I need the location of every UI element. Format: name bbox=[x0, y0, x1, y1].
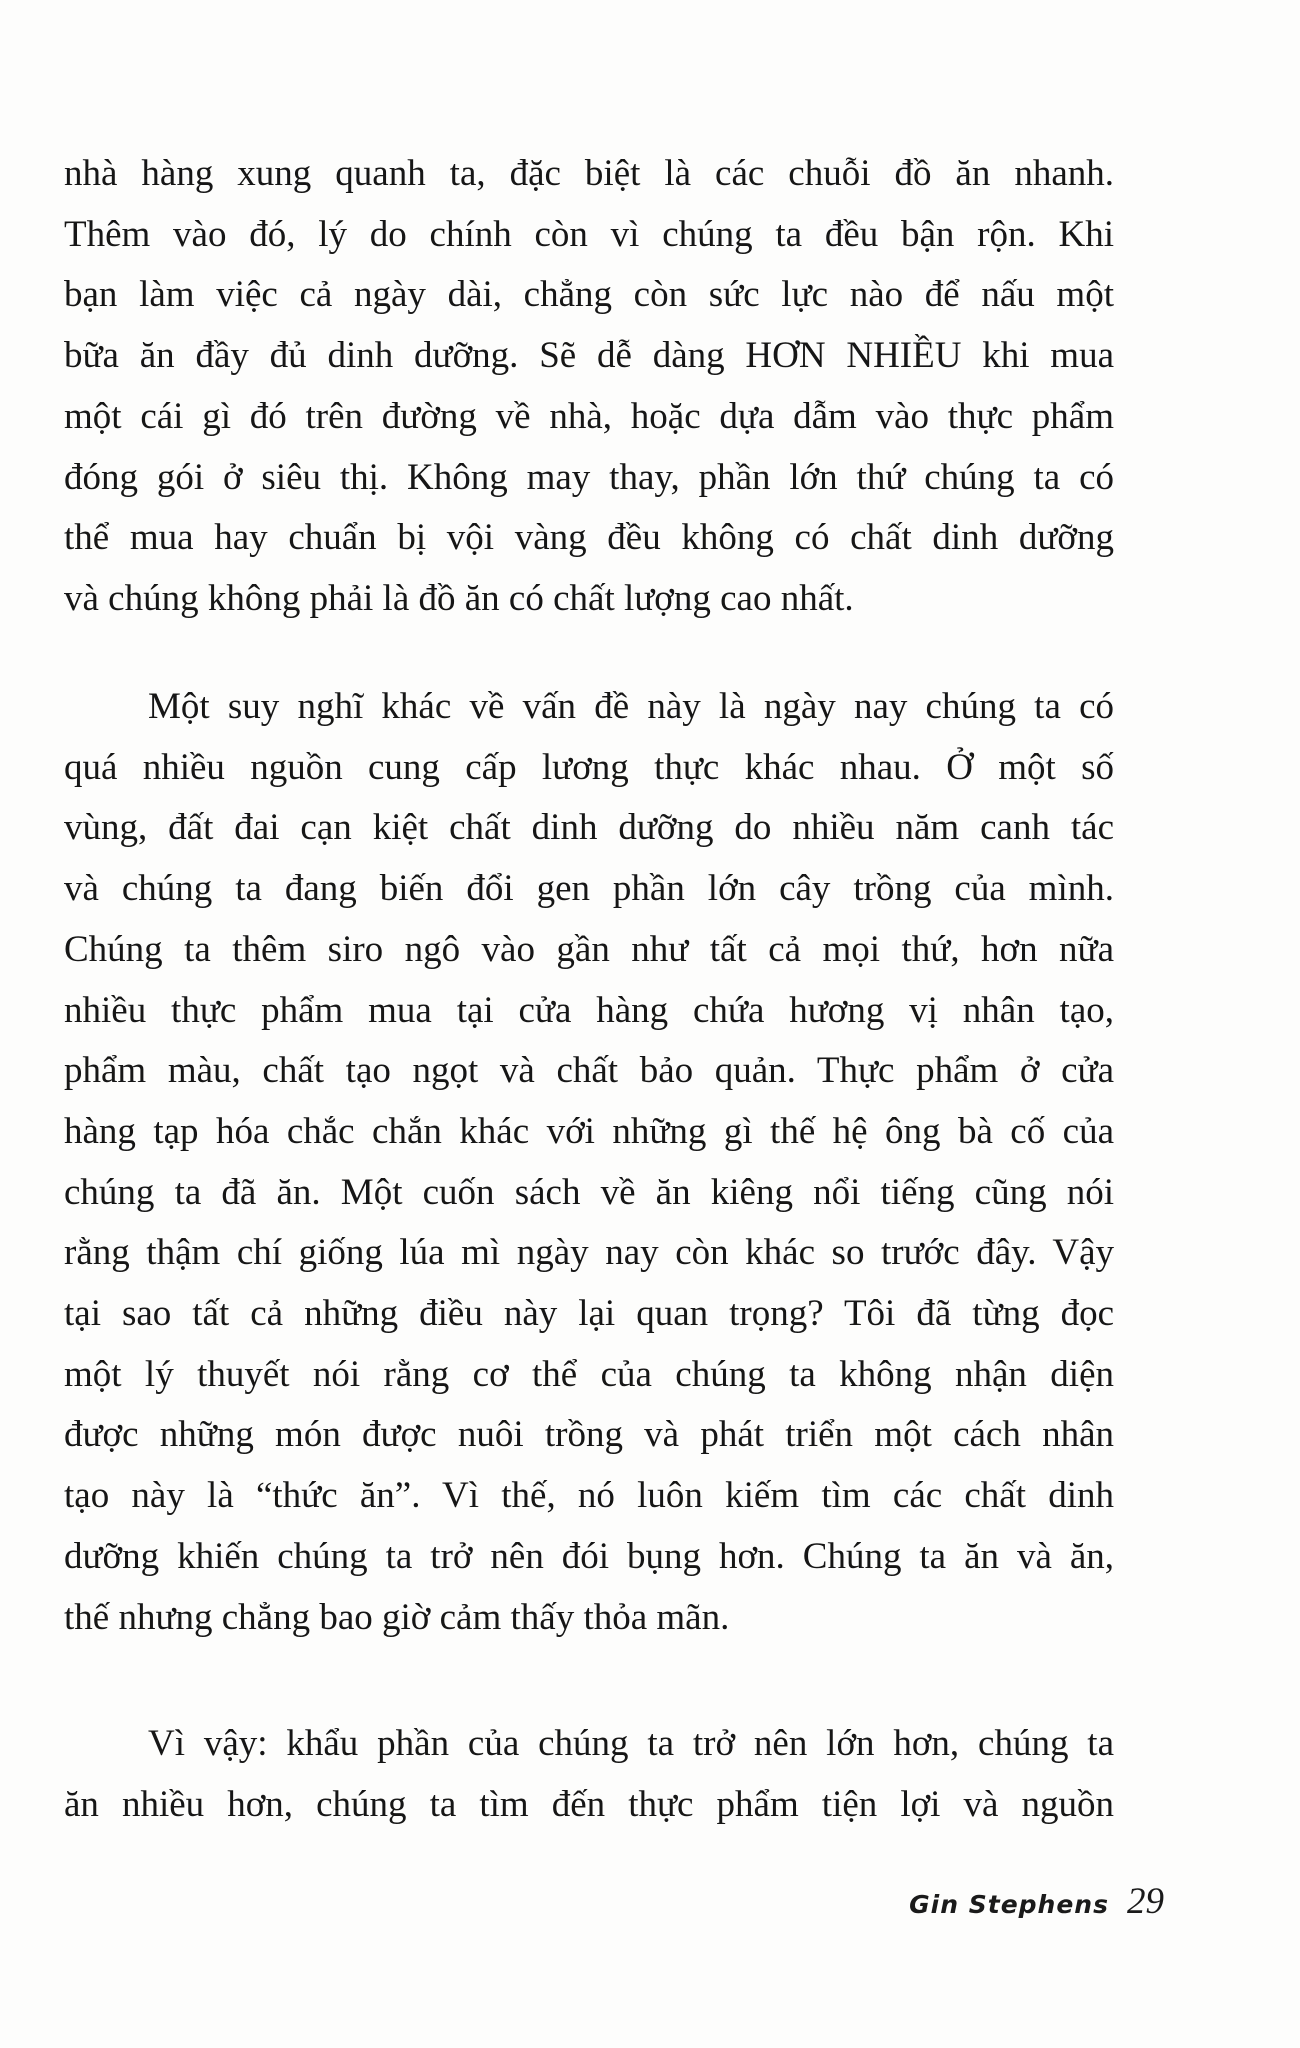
text-line: thể mua hay chuẩn bị vội vàng đều không có chất dinh dưỡng bbox=[64, 517, 1114, 559]
page-number: 29 bbox=[1127, 1881, 1164, 1922]
text-line: thế nhưng chẳng bao giờ cảm thấy thỏa mãn. bbox=[64, 1596, 730, 1638]
text-line: nhà hàng xung quanh ta, đặc biệt là các chuỗi đồ ăn nhanh. bbox=[64, 153, 1114, 194]
text-line: được những món được nuôi trồng và phát triển một cách nhân bbox=[64, 1414, 1114, 1456]
page-footer bbox=[909, 1880, 1164, 1923]
text-line: chúng ta đã ăn. Một cuốn sách về ăn kiêng nổi tiếng cũng nói bbox=[64, 1171, 1114, 1213]
paragraph-1 bbox=[64, 144, 1114, 630]
paragraph-3 bbox=[64, 1714, 1114, 1835]
running-footer-author: Gin Stephens bbox=[909, 1890, 1109, 1919]
text-line: và chúng ta đang biến đổi gen phần lớn cây trồng của mình. bbox=[64, 868, 1114, 910]
paragraph-2 bbox=[64, 677, 1114, 1648]
text-line: Chúng ta thêm siro ngô vào gần như tất cả mọi thứ, hơn nữa bbox=[64, 928, 1114, 970]
text-line: tại sao tất cả những điều này lại quan trọng? Tôi đã từng đọc bbox=[64, 1293, 1114, 1335]
text-line: vùng, đất đai cạn kiệt chất dinh dưỡng do nhiều năm canh tác bbox=[64, 807, 1114, 849]
text-line: rằng thậm chí giống lúa mì ngày nay còn khác so trước đây. Vậy bbox=[64, 1232, 1114, 1274]
text-line: một lý thuyết nói rằng cơ thể của chúng ta không nhận diện bbox=[64, 1353, 1114, 1395]
text-line: nhiều thực phẩm mua tại cửa hàng chứa hương vị nhân tạo, bbox=[64, 989, 1114, 1031]
text-line: một cái gì đó trên đường về nhà, hoặc dựa dẫm vào thực phẩm bbox=[64, 395, 1114, 437]
text-line: đóng gói ở siêu thị. Không may thay, phần lớn thứ chúng ta có bbox=[64, 456, 1114, 498]
text-line: phẩm màu, chất tạo ngọt và chất bảo quản. Thực phẩm ở cửa bbox=[64, 1050, 1114, 1092]
text-line: bữa ăn đầy đủ dinh dưỡng. Sẽ dễ dàng HƠN NHIỀU khi mua bbox=[64, 335, 1114, 377]
text-line: quá nhiều nguồn cung cấp lương thực khác nhau. Ở một số bbox=[64, 746, 1114, 788]
text-line: và chúng không phải là đồ ăn có chất lượng cao nhất. bbox=[64, 577, 854, 619]
text-line: Vì vậy: khẩu phần của chúng ta trở nên lớn hơn, chúng ta bbox=[148, 1723, 1114, 1764]
text-line: Một suy nghĩ khác về vấn đề này là ngày nay chúng ta có bbox=[148, 686, 1114, 727]
text-line: dưỡng khiến chúng ta trở nên đói bụng hơn. Chúng ta ăn và ăn, bbox=[64, 1535, 1114, 1577]
text-line: tạo này là “thức ăn”. Vì thế, nó luôn kiếm tìm các chất dinh bbox=[64, 1475, 1114, 1517]
text-line: ăn nhiều hơn, chúng ta tìm đến thực phẩm tiện lợi và nguồn bbox=[64, 1783, 1114, 1825]
text-line: bạn làm việc cả ngày dài, chẳng còn sức lực nào để nấu một bbox=[64, 274, 1114, 316]
text-line: hàng tạp hóa chắc chắn khác với những gì thế hệ ông bà cố của bbox=[64, 1110, 1114, 1152]
text-line: Thêm vào đó, lý do chính còn vì chúng ta đều bận rộn. Khi bbox=[64, 213, 1114, 255]
